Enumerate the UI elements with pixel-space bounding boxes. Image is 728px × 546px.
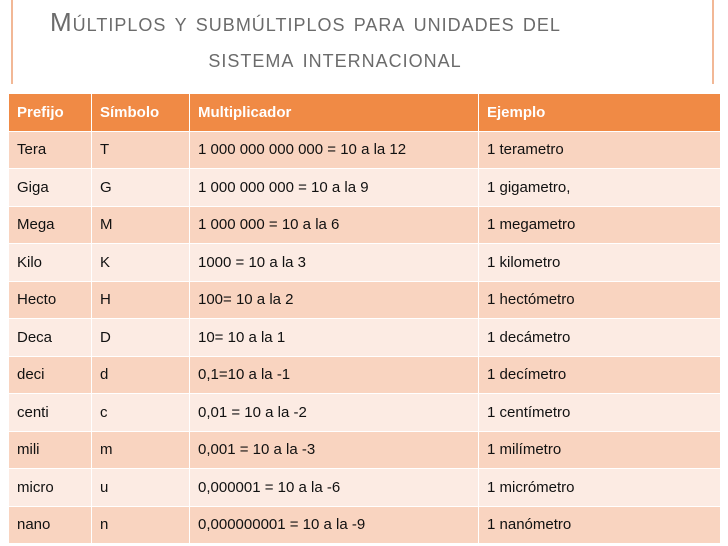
table-row (9, 169, 721, 207)
table-row (9, 506, 721, 544)
prefix-cell: mili (9, 431, 92, 469)
example-cell: 1 decímetro (479, 356, 721, 394)
example-cell: 1 kilometro (479, 244, 721, 282)
symbol-cell: G (92, 169, 190, 207)
symbol-cell: m (92, 431, 190, 469)
table-row (9, 206, 721, 244)
multiplier-cell: 0,000000001 = 10 a la -9 (190, 506, 479, 544)
table-row (9, 244, 721, 282)
example-cell: 1 centímetro (479, 394, 721, 432)
header-multiplicador: Multiplicador (190, 94, 479, 132)
prefix-cell: Kilo (9, 244, 92, 282)
symbol-cell: K (92, 244, 190, 282)
example-cell: 1 micrómetro (479, 469, 721, 507)
table-body (9, 131, 721, 544)
prefix-cell: Deca (9, 319, 92, 357)
prefix-table (8, 93, 721, 544)
symbol-cell: H (92, 281, 190, 319)
prefix-cell: micro (9, 469, 92, 507)
example-cell: 1 megametro (479, 206, 721, 244)
multiplier-cell: 0,1=10 a la -1 (190, 356, 479, 394)
symbol-cell: D (92, 319, 190, 357)
multiplier-cell: 100= 10 a la 2 (190, 281, 479, 319)
table-row (9, 281, 721, 319)
multiplier-cell: 10= 10 a la 1 (190, 319, 479, 357)
multiplier-cell: 1 000 000 = 10 a la 6 (190, 206, 479, 244)
symbol-cell: u (92, 469, 190, 507)
header-simbolo: Símbolo (92, 94, 190, 132)
prefix-cell: centi (9, 394, 92, 432)
slide-title (50, 4, 690, 76)
slide-frame-right (712, 0, 714, 84)
example-cell: 1 gigametro, (479, 169, 721, 207)
multiplier-cell: 1 000 000 000 = 10 a la 9 (190, 169, 479, 207)
example-cell: 1 decámetro (479, 319, 721, 357)
header-ejemplo: Ejemplo (479, 94, 721, 132)
slide-frame-left (11, 0, 13, 84)
table-row (9, 431, 721, 469)
header-prefijo: Prefijo (9, 94, 92, 132)
example-cell: 1 terametro (479, 131, 721, 169)
multiplier-cell: 0,000001 = 10 a la -6 (190, 469, 479, 507)
prefix-cell: Giga (9, 169, 92, 207)
table-row (9, 394, 721, 432)
example-cell: 1 nanómetro (479, 506, 721, 544)
multiplier-cell: 1 000 000 000 000 = 10 a la 12 (190, 131, 479, 169)
multiplier-cell: 0,01 = 10 a la -2 (190, 394, 479, 432)
symbol-cell: M (92, 206, 190, 244)
symbol-cell: d (92, 356, 190, 394)
slide-title-line-2: sistema internacional (208, 43, 462, 73)
symbol-cell: n (92, 506, 190, 544)
prefix-cell: nano (9, 506, 92, 544)
table-row (9, 469, 721, 507)
prefix-cell: Mega (9, 206, 92, 244)
prefix-cell: Hecto (9, 281, 92, 319)
table-row (9, 356, 721, 394)
slide-title-line-1: Múltiplos y submúltiplos para unidades del (50, 7, 561, 37)
multiplier-cell: 0,001 = 10 a la -3 (190, 431, 479, 469)
example-cell: 1 milímetro (479, 431, 721, 469)
table-row (9, 319, 721, 357)
example-cell: 1 hectómetro (479, 281, 721, 319)
symbol-cell: T (92, 131, 190, 169)
prefix-cell: Tera (9, 131, 92, 169)
prefix-cell: deci (9, 356, 92, 394)
symbol-cell: c (92, 394, 190, 432)
table-row (9, 131, 721, 169)
table-header-row (9, 94, 721, 132)
multiplier-cell: 1000 = 10 a la 3 (190, 244, 479, 282)
